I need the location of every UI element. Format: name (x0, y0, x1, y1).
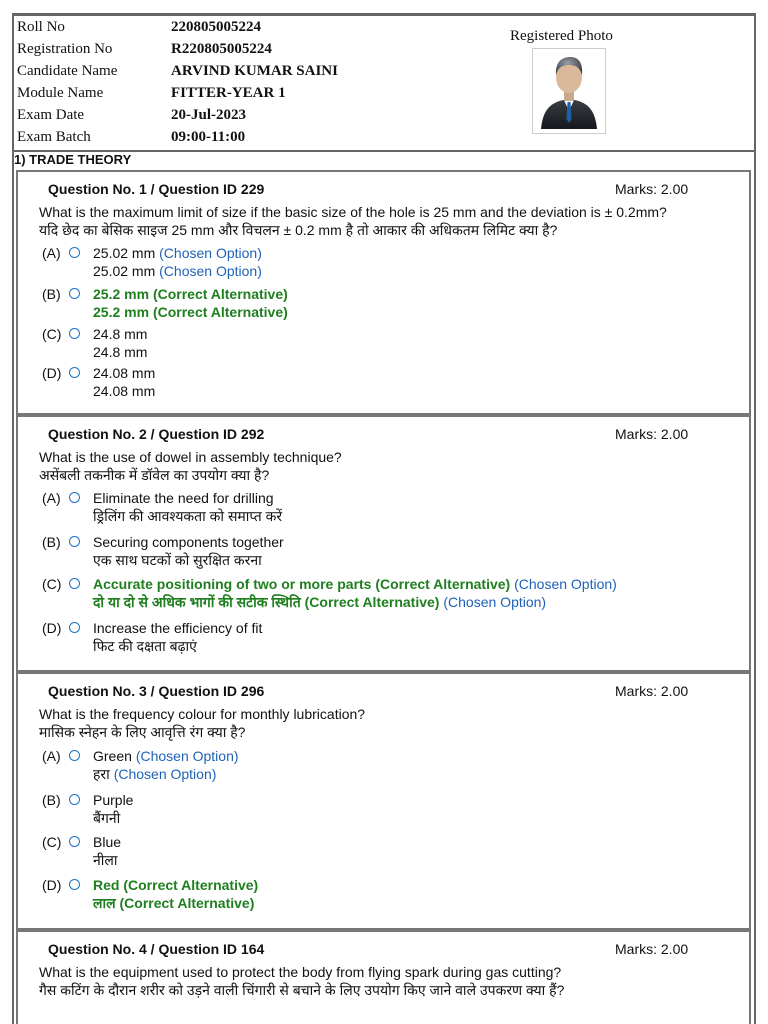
candidate-name-label: Candidate Name (17, 63, 118, 79)
question-card-2 (16, 415, 751, 672)
registered-photo (532, 48, 606, 134)
radio-button[interactable] (69, 622, 80, 633)
question-text-hi: मासिक स्नेहन के लिए आवृत्ति रंग क्या है? (39, 724, 246, 740)
correct-alternative-tag: (Correct Alternative) (152, 286, 288, 302)
module-name-label: Module Name (17, 85, 104, 101)
option-text-en: 25.02 mm (93, 245, 156, 261)
question-card-1 (16, 170, 751, 415)
question-heading: Question No. 2 / Question ID 292 (48, 426, 265, 442)
radio-button[interactable] (69, 879, 80, 890)
radio-button[interactable] (69, 367, 80, 378)
question-marks: Marks: 2.00 (615, 181, 689, 197)
option-text-en: 24.8 mm (93, 326, 148, 342)
section-title: 1) TRADE THEORY (14, 152, 132, 167)
registered-photo-label: Registered Photo (510, 28, 613, 44)
option-letter: (C) (42, 326, 62, 342)
option-text-hi: 24.08 mm (93, 383, 156, 399)
candidate-header (14, 16, 754, 152)
radio-button[interactable] (69, 328, 80, 339)
radio-button[interactable] (69, 836, 80, 847)
option-text-hi: ड्रिलिंग की आवश्यकता को समाप्त करें (93, 508, 283, 524)
chosen-option-tag: (Chosen Option) (443, 594, 547, 610)
question-text-hi: यदि छेद का बेसिक साइज 25 mm और विचलन ± 0.2 mm है तो आकार की अधिकतम लिमिट क्या है? (39, 222, 558, 238)
option-text-hi: नीला (93, 852, 118, 868)
question-marks: Marks: 2.00 (615, 683, 689, 699)
radio-button[interactable] (69, 750, 80, 761)
option-text-en: Accurate positioning of two or more parts (93, 576, 372, 592)
correct-alternative-tag: (Correct Alternative) (123, 877, 259, 893)
exam-batch-value: 09:00-11:00 (171, 129, 246, 145)
option-text-hi: हरा (93, 766, 110, 782)
option-text-en: Red (93, 877, 120, 893)
module-name-value: FITTER-YEAR 1 (171, 85, 286, 101)
candidate-name-value: ARVIND KUMAR SAINI (171, 63, 338, 79)
option-text-hi: 24.8 mm (93, 344, 148, 360)
chosen-option-tag: (Chosen Option) (113, 766, 217, 782)
roll-no-value: 220805005224 (171, 19, 261, 35)
question-heading: Question No. 3 / Question ID 296 (48, 683, 265, 699)
radio-button[interactable] (69, 288, 80, 299)
option-letter: (A) (42, 748, 61, 764)
option-text-en: Purple (93, 792, 134, 808)
correct-alternative-tag: (Correct Alternative) (152, 304, 288, 320)
option-text-hi: एक साथ घटकों को सुरक्षित करना (93, 552, 262, 568)
radio-button[interactable] (69, 794, 80, 805)
option-text-en: Increase the efficiency of fit (93, 620, 263, 636)
option-letter: (B) (42, 792, 61, 808)
exam-date-value: 20-Jul-2023 (171, 107, 246, 123)
option-text-en: 25.2 mm (93, 286, 150, 302)
correct-alternative-tag: (Correct Alternative) (304, 594, 440, 610)
roll-no-label: Roll No (17, 19, 65, 35)
person-avatar-icon (533, 49, 605, 133)
question-text-en: What is the frequency colour for monthly lubrication? (39, 706, 366, 722)
question-heading: Question No. 1 / Question ID 229 (48, 181, 265, 197)
question-card-4 (16, 930, 751, 1024)
question-text-en: What is the maximum limit of size if the basic size of the hole is 25 mm and the deviation is ± 0.2mm? (39, 204, 667, 220)
question-card-3 (16, 672, 751, 930)
option-text-hi: फिट की दक्षता बढ़ाएं (93, 638, 197, 654)
registration-no-value: R220805005224 (171, 41, 272, 57)
option-letter: (D) (42, 365, 62, 381)
question-text-en: What is the equipment used to protect the body from flying spark during gas cutting? (39, 964, 562, 980)
option-text-hi: बैंगनी (93, 810, 121, 826)
exam-batch-label: Exam Batch (17, 129, 91, 145)
option-text-hi: दो या दो से अधिक भागों की सटीक स्थिति (93, 594, 301, 610)
question-text-en: What is the use of dowel in assembly technique? (39, 449, 342, 465)
option-text-hi: 25.2 mm (93, 304, 150, 320)
registration-no-label: Registration No (17, 41, 113, 57)
option-text-hi: 25.02 mm (93, 263, 156, 279)
option-letter: (D) (42, 620, 62, 636)
correct-alternative-tag: (Correct Alternative) (375, 576, 511, 592)
radio-button[interactable] (69, 578, 80, 589)
radio-button[interactable] (69, 536, 80, 547)
option-letter: (A) (42, 245, 61, 261)
option-letter: (A) (42, 490, 61, 506)
option-text-en: Securing components together (93, 534, 284, 550)
correct-alternative-tag: (Correct Alternative) (119, 895, 255, 911)
exam-date-label: Exam Date (17, 107, 85, 123)
option-text-en: Green (93, 748, 132, 764)
question-marks: Marks: 2.00 (615, 426, 689, 442)
option-text-en: Blue (93, 834, 122, 850)
question-marks: Marks: 2.00 (615, 941, 689, 957)
question-text-hi: असेंबली तकनीक में डॉवेल का उपयोग क्या है? (39, 467, 270, 483)
option-text-en: Eliminate the need for drilling (93, 490, 274, 506)
question-text-hi: गैस कटिंग के दौरान शरीर को उड़ने वाली चिंगारी से बचाने के लिए उपयोग किए जाने वाले उपकरण क्या हैं? (39, 982, 565, 998)
chosen-option-tag: (Chosen Option) (159, 263, 262, 279)
option-letter: (B) (42, 286, 61, 302)
option-letter: (B) (42, 534, 61, 550)
radio-button[interactable] (69, 492, 80, 503)
option-letter: (C) (42, 576, 62, 592)
option-letter: (D) (42, 877, 62, 893)
chosen-option-tag: (Chosen Option) (159, 245, 262, 261)
option-text-hi: लाल (93, 895, 116, 911)
option-letter: (C) (42, 834, 62, 850)
question-heading: Question No. 4 / Question ID 164 (48, 941, 265, 957)
radio-button[interactable] (69, 247, 80, 258)
option-text-en: 24.08 mm (93, 365, 156, 381)
chosen-option-tag: (Chosen Option) (135, 748, 239, 764)
chosen-option-tag: (Chosen Option) (514, 576, 617, 592)
